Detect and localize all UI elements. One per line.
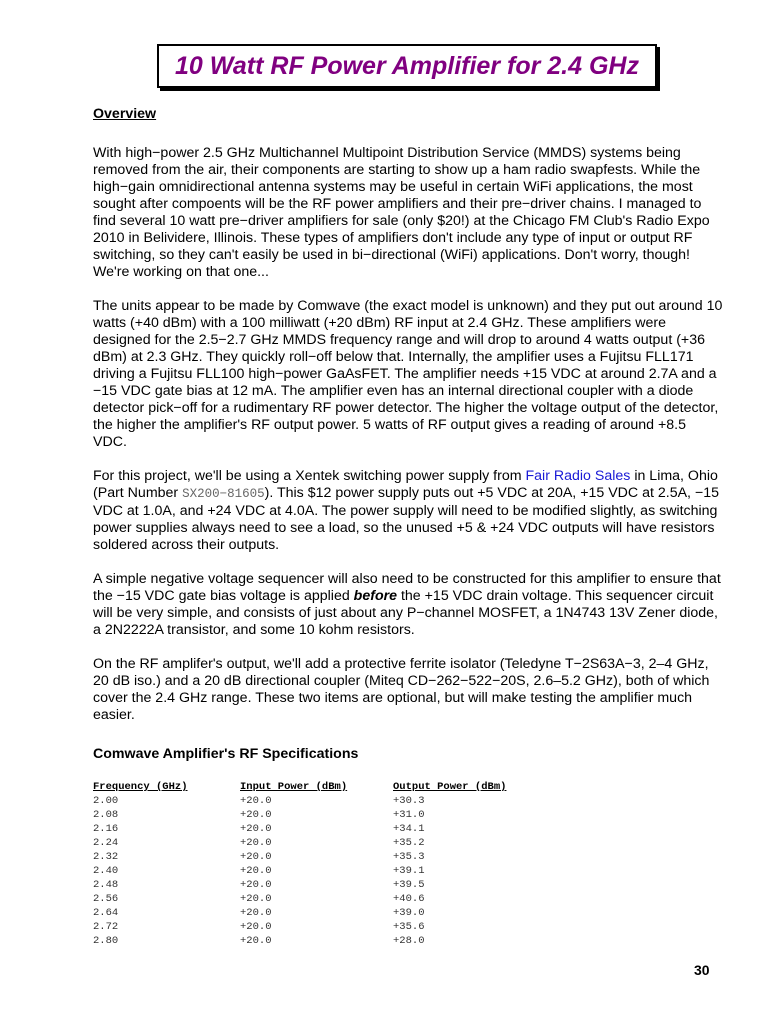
table-header-row [93, 780, 553, 794]
table-row [93, 822, 553, 836]
table-row [93, 794, 553, 808]
title-box [157, 44, 657, 88]
cell-frequency: 2.72 [93, 921, 119, 933]
cell-input-power: +20.0 [240, 837, 272, 849]
cell-frequency: 2.80 [93, 935, 119, 947]
cell-frequency: 2.56 [93, 893, 119, 905]
paragraph-sequencer [93, 571, 723, 639]
cell-frequency: 2.08 [93, 809, 119, 821]
cell-output-power: +31.0 [393, 809, 425, 821]
page-number: 30 [694, 962, 710, 978]
cell-frequency: 2.48 [93, 879, 119, 891]
cell-input-power: +20.0 [240, 809, 272, 821]
table-body [93, 794, 553, 948]
table-row [93, 892, 553, 906]
text-segment: in Lima, Ohio (Part Number [93, 468, 718, 501]
specs-heading: Comwave Amplifier's RF Specifications [93, 746, 359, 762]
cell-output-power: +35.3 [393, 851, 425, 863]
cell-output-power: +39.0 [393, 907, 425, 919]
cell-input-power: +20.0 [240, 851, 272, 863]
column-header-frequency: Frequency (GHz) [93, 781, 188, 793]
cell-output-power: +39.1 [393, 865, 425, 877]
specs-table [93, 780, 553, 948]
cell-output-power: +34.1 [393, 823, 425, 835]
cell-frequency: 2.40 [93, 865, 119, 877]
cell-input-power: +20.0 [240, 795, 272, 807]
fair-radio-sales-link[interactable]: Fair Radio Sales [525, 468, 631, 484]
cell-input-power: +20.0 [240, 893, 272, 905]
paragraph-units: The units appear to be made by Comwave (the exact model is unknown) and they put out around 10 watts (+40 dBm) with a 100 milliwatt (+20 dBm) RF input at 2.4 GHz. These amplifiers were designed for the 2.5−2.7 GHz MMDS frequency range and will drop to around 4 watts output (+36 dBm) at 2.3 GHz. They quickly roll−off below that. Internally, the amplifier uses a Fujitsu FLL171 driving a Fujitsu FLL100 high−power GaAsFET. The amplifier needs +15 VDC at around 2.7A and a −15 VDC gate bias at 12 mA. The amplifier even has an internal directional coupler with a diode detector pick−off for a rudimentary RF power detector. The higher the voltage output of the detector, the higher the amplifier's RF output power. 5 watts of RF output gives a reading of around +8.5 VDC. [93, 298, 723, 450]
text-segment: the +15 VDC drain voltage. This sequencer circuit will be very simple, and consists of just about any P−channel MOSFET, a 1N4743 13V Zener diode, a 2N2222A transistor, and some 10 kohm resistors. [93, 588, 718, 638]
document-body [93, 106, 723, 948]
table-row [93, 878, 553, 892]
cell-frequency: 2.00 [93, 795, 119, 807]
cell-frequency: 2.32 [93, 851, 119, 863]
text-segment: A simple negative voltage sequencer will also need to be constructed for this amplifier to ensure that the −15 VDC gate bias voltage is applied [93, 571, 721, 604]
column-header-input-power: Input Power (dBm) [240, 781, 348, 793]
paragraph-intro: With high−power 2.5 GHz Multichannel Multipoint Distribution Service (MMDS) systems being removed from the air, their components are starting to show up a ham radio swapfests. While the high−gain omnidirectional antenna systems may be useful in certain WiFi applications, the most sought after compoents will be the RF power amplifiers and their pre−driver chains. I managed to find several 10 watt pre−driver amplifiers for sale (only $20!) at the Chicago FM Club's Radio Expo 2010 in Belividere, Illinois. These types of amplifiers don't include any type of input or output RF switching, so they can't easily be used in bi−directional (WiFi) applications. Don't worry, though! We're working on that one... [93, 145, 710, 280]
table-row [93, 808, 553, 822]
cell-input-power: +20.0 [240, 865, 272, 877]
paragraph-isolator: On the RF amplifer's output, we'll add a protective ferrite isolator (Teledyne T−2S63A−3, 2–4 GHz, 20 dB iso.) and a 20 dB directional coupler (Miteq CD−262−522−20S, 2.6–5.2 GHz), both of which cover the 2.4 GHz range. These two items are optional, but will make testing the amplifier much easier. [93, 656, 710, 723]
emphasis-before: before [353, 588, 398, 604]
table-row [93, 836, 553, 850]
table-row [93, 920, 553, 934]
cell-input-power: +20.0 [240, 823, 272, 835]
overview-heading: Overview [93, 106, 157, 122]
cell-output-power: +39.5 [393, 879, 425, 891]
table-row [93, 906, 553, 920]
cell-output-power: +35.2 [393, 837, 425, 849]
cell-input-power: +20.0 [240, 935, 272, 947]
cell-output-power: +35.6 [393, 921, 425, 933]
part-number: SX200−81605 [182, 487, 265, 501]
paragraph-power-supply [93, 468, 723, 554]
cell-input-power: +20.0 [240, 879, 272, 891]
cell-frequency: 2.16 [93, 823, 119, 835]
cell-frequency: 2.24 [93, 837, 119, 849]
cell-output-power: +28.0 [393, 935, 425, 947]
page-title: 10 Watt RF Power Amplifier for 2.4 GHz [175, 51, 639, 80]
text-segment: For this project, we'll be using a Xentek switching power supply from [93, 468, 526, 484]
cell-frequency: 2.64 [93, 907, 119, 919]
table-row [93, 934, 553, 948]
table-row [93, 864, 553, 878]
text-segment: ). This $12 power supply puts out +5 VDC at 20A, +15 VDC at 2.5A, −15 VDC at 1.0A, and +24 VDC at 4.0A. The power supply will need to be modified slightly, as switching power supplies always need to see a load, so the unused +5 & +24 VDC outputs will have resistors soldered across their outputs. [93, 485, 720, 553]
table-row [93, 850, 553, 864]
cell-output-power: +40.6 [393, 893, 425, 905]
cell-output-power: +30.3 [393, 795, 425, 807]
column-header-output-power: Output Power (dBm) [393, 781, 507, 793]
cell-input-power: +20.0 [240, 921, 272, 933]
cell-input-power: +20.0 [240, 907, 272, 919]
